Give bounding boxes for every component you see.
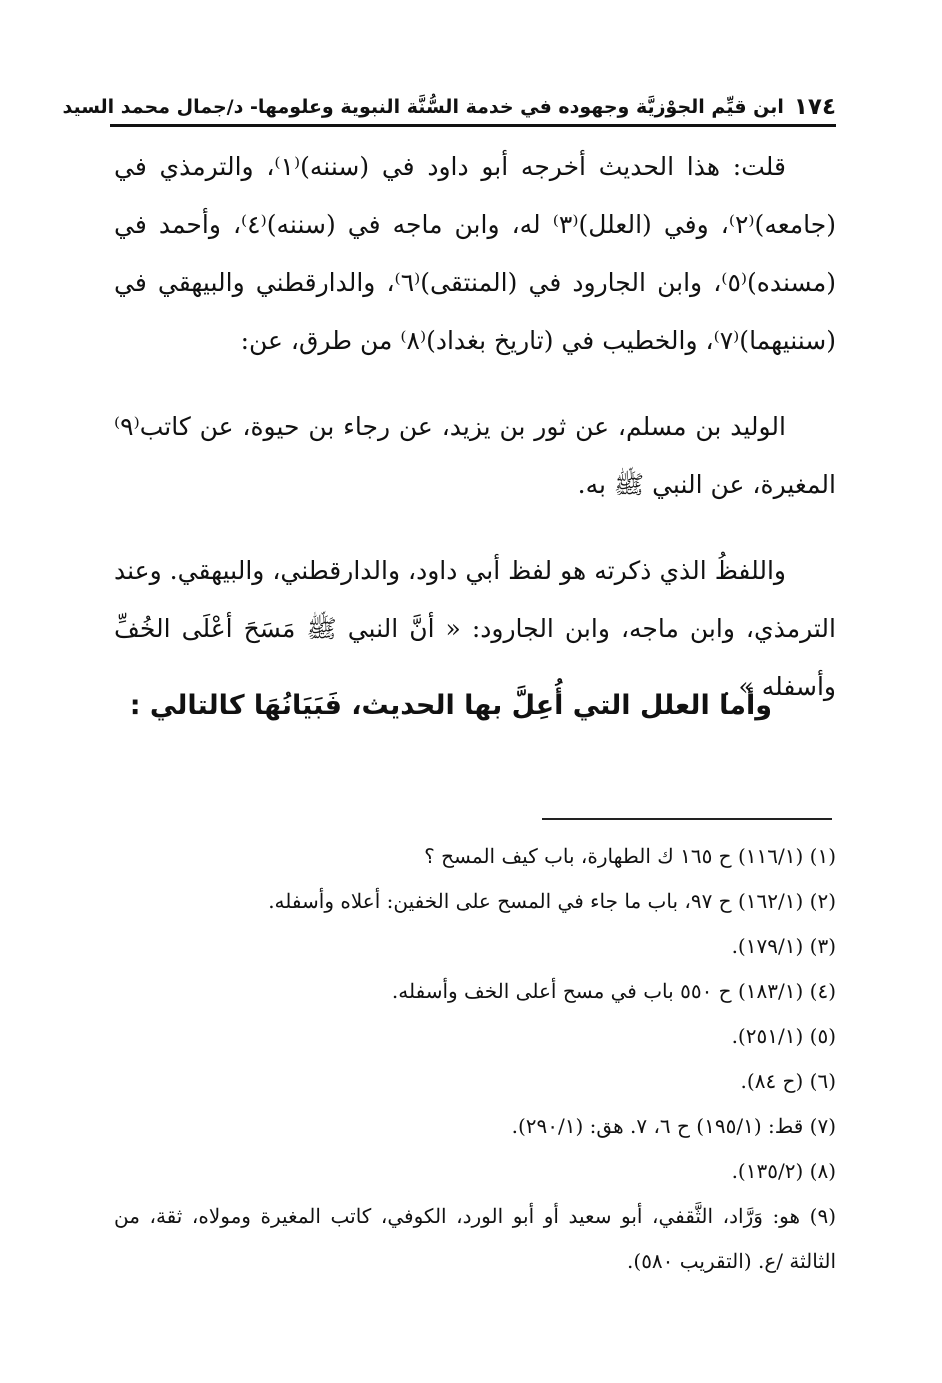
footnote-8: (٨) (١٣٥/٢). [731, 1159, 836, 1183]
footnote-7: (٧) قط: (١٩٥/١) ح ٦، ٧. هق: (٢٩٠/١). [511, 1114, 836, 1138]
section-heading: وأما العلل التي أُعِلَّ بها الحديث، فَبَيَانُهَا كالتالي : [129, 690, 772, 721]
footnote-4: (٤) (١٨٣/١) ح ٥٥٠ باب في مسح أعلى الخف وأسفله. [391, 979, 836, 1003]
footnote-separator [542, 818, 832, 820]
running-header [62, 84, 836, 127]
footnote-1: (١) (١١٦/١) ح ١٦٥ ك الطهارة، باب كيف المسح ؟ [424, 844, 836, 868]
paragraph-wording: واللفظُ الذي ذكرته هو لفظ أبي داود، والدارقطني، والبيهقي. وعند الترمذي، وابن ماجه، وابن الجارود: « أنَّ النبي ﷺ مَسَحَ أعْلَى الخُفِّ وأسفله » . [114, 556, 836, 701]
footnote-2: (٢) (١٦٢/١) ح ٩٧، باب ما جاء في المسح على الخفين: أعلاه وأسفله. [268, 889, 836, 913]
footnote-9: (٩) هو: وَرَّاد، الثَّقفي، أبو سعيد أو أبو الورد، الكوفي، كاتب المغيرة ومولاه، ثقة، من الثالثة /ع. (التقريب ٥٨٠). [114, 1204, 836, 1273]
footnote-3: (٣) (١٧٩/١). [731, 934, 836, 958]
paragraph-citation: قلت: هذا الحديث أخرجه أبو داود في (سننه)⁽١⁾، والترمذي في (جامعه)⁽٢⁾، وفي (العلل)⁽٣⁾ له، وابن ماجه في (سننه)⁽٤⁾، وأحمد في (مسنده)⁽٥⁾، وابن الجارود في (المنتقى)⁽٦⁾، والدارقطني والبيهقي في (سننيهما)⁽٧⁾، والخطيب في (تاريخ بغداد)⁽٨⁾ من طرق، عن: [114, 152, 836, 355]
paragraph-isnad: الوليد بن مسلم، عن ثور بن يزيد، عن رجاء بن حيوة، عن كاتب⁽٩⁾ المغيرة، عن النبي ﷺ به. [114, 412, 836, 499]
header-title: ابن قيِّم الجوْزيَّة وجهوده في خدمة السُّنَّة النبوية وعلومها- د/جمال محمد السيد [62, 96, 784, 118]
page-number: ١٧٤ [793, 94, 836, 120]
footnote-5: (٥) (٢٥١/١). [731, 1024, 836, 1048]
main-text [114, 138, 836, 716]
footnote-6: (٦) (ح ٨٤). [740, 1069, 836, 1093]
footnotes [114, 834, 836, 1284]
